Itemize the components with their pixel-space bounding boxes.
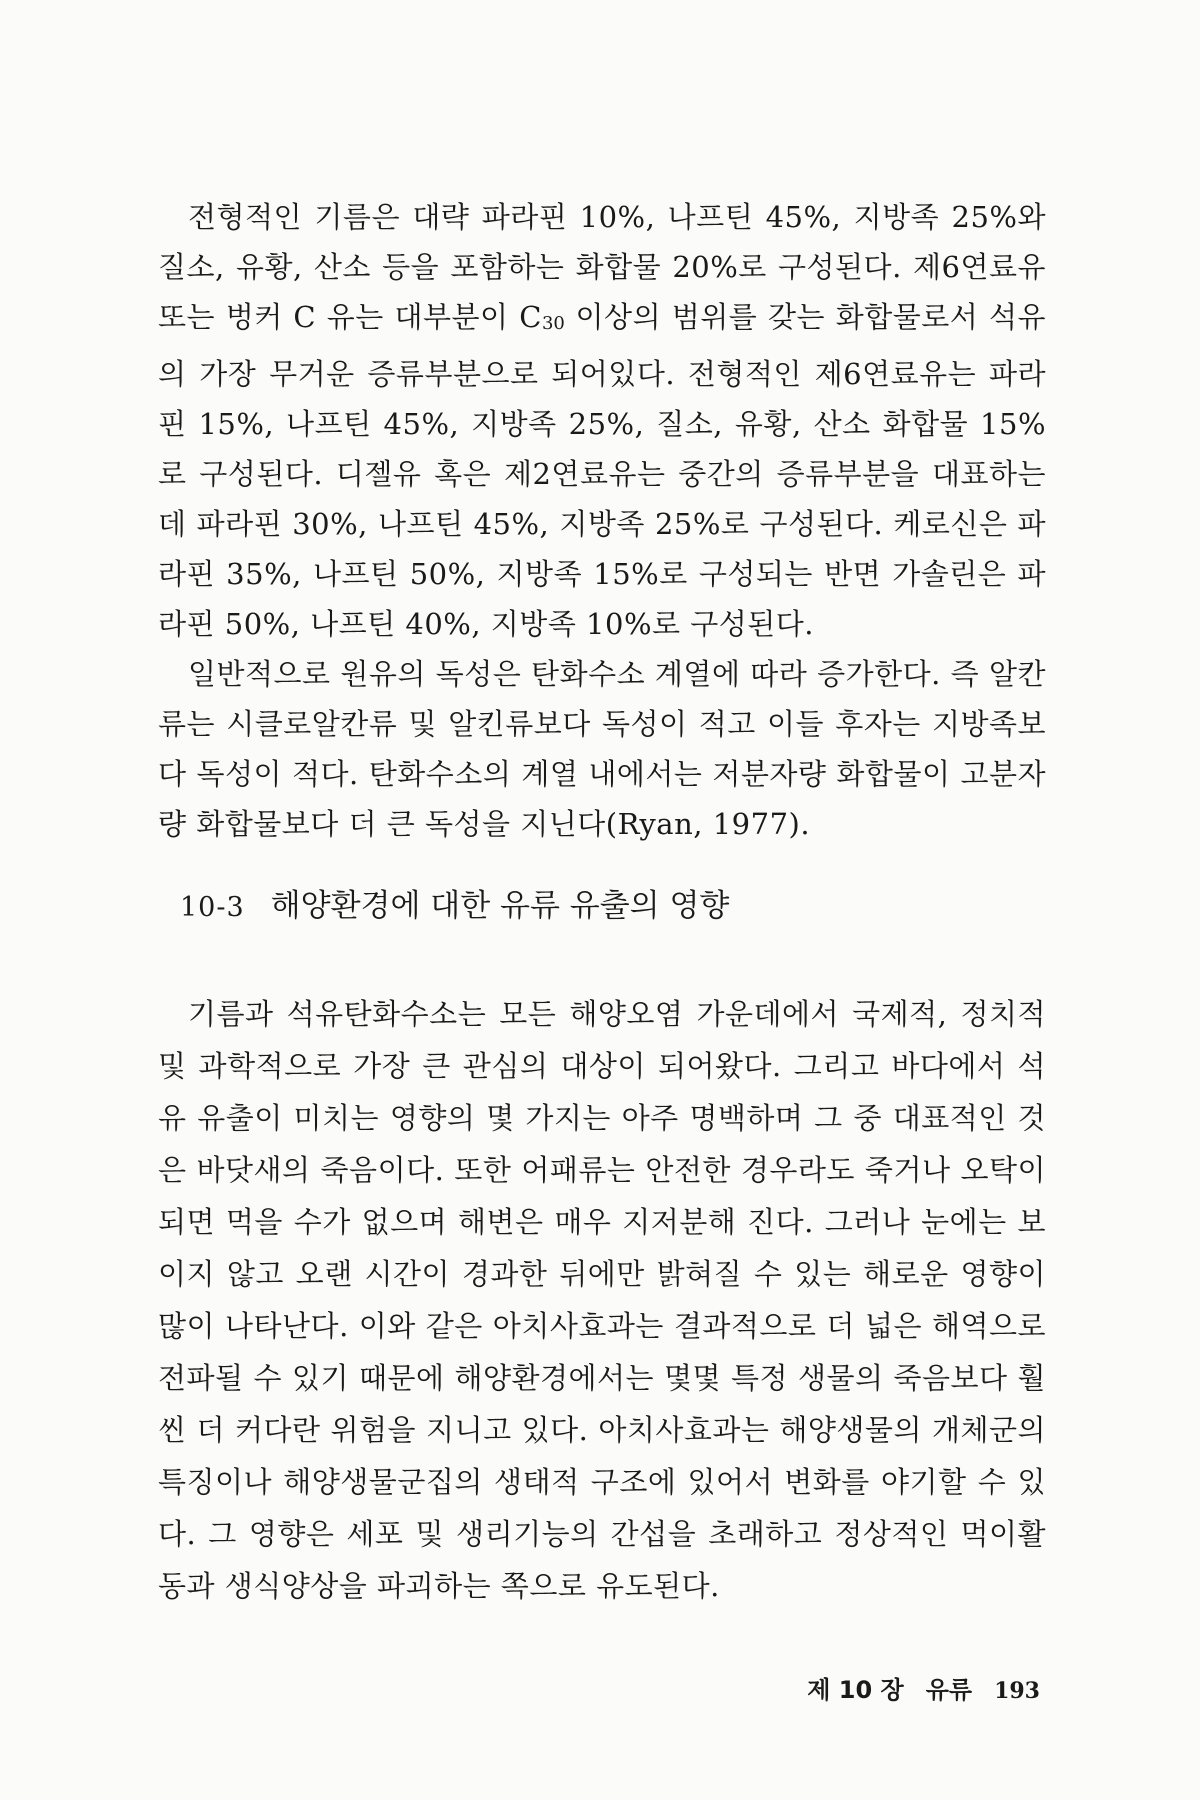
footer-chapter: 제 10 장: [807, 1676, 904, 1704]
paragraph-oil-spill-effects: 기름과 석유탄화수소는 모든 해양오염 가운데에서 국제적, 정치적 및 과학적으로 가장 큰 관심의 대상이 되어왔다. 그리고 바다에서 석유 유출이 미치는 영향의 몇 가지는 아주 명백하며 그 중 대표적인 것은 바닷새의 죽음이다. 또한 어패류는 안전한 경우라도 죽거나 오탁이 되면 먹을 수가 없으며 해변은 매우 지저분해 진다. 그러나 눈에는 보이지 않고 오랜 시간이 경과한 뒤에만 밝혀질 수 있는 해로운 영향이 많이 나타난다. 이와 같은 아치사효과는 결과적으로 더 넓은 해역으로 전파될 수 있기 때문에 해양환경에서는 몇몇 특정 생물의 죽음보다 훨씬 더 커다란 위험을 지니고 있다. 아치사효과는 해양생물의 개체군의 특징이나 해양생물군집의 생태적 구조에 있어서 변화를 야기할 수 있다. 그 영향은 세포 및 생리기능의 간섭을 초래하고 정상적인 먹이활동과 생식양상을 파괴하는 쪽으로 유도된다.: [158, 997, 1046, 1603]
section-title: 해양환경에 대한 유류 유출의 영향: [270, 888, 730, 924]
paragraph-text: 전형적인 기름은 대략 파라핀 10%, 나프틴 45%, 지방족 25%와 질소, 유황, 산소 등을 포함하는 화합물 20%로 구성된다. 제6연료유 또는 벙커 C 유는 대부분이 C: [158, 200, 1046, 334]
paragraph-toxicity: 일반적으로 원유의 독성은 탄화수소 계열에 따라 증가한다. 즉 알칸류는 시클로알칸류 및 알킨류보다 독성이 적고 이들 후자는 지방족보다 독성이 적다. 탄화수소의 계열 내에서는 저분자량 화합물이 고분자량 화합물보다 더 큰 독성을 지닌다(Ryan, 1977).: [158, 657, 1046, 841]
section-number: 10-3: [180, 892, 245, 923]
paragraph-text: 이상의 범위를 갖는 화합물로서 석유의 가장 무거운 증류부분으로 되어있다. 전형적인 제6연료유는 파라핀 15%, 나프틴 45%, 지방족 25%, 질소, 유황, 산소 화합물 15%로 구성된다. 디젤유 혹은 제2연료유는 중간의 증류부분을 대표하는데 파라핀 30%, 나프틴 45%, 지방족 25%로 구성된다. 케로신은 파라핀 35%, 나프틴 50%, 지방족 15%로 구성되는 반면 가솔린은 파라핀 50%, 나프틴 40%, 지방족 10%로 구성된다.: [158, 300, 1046, 641]
body-text-block-2: [158, 988, 1046, 1612]
section-heading: [180, 880, 1020, 925]
subscript-carbon-number: 30: [541, 313, 565, 334]
footer-chapter-title: 유류: [925, 1676, 973, 1704]
paragraph-oil-composition: [158, 192, 1046, 649]
running-footer: [807, 1670, 1040, 1705]
body-text-block-1: [158, 192, 1046, 849]
page-number: 193: [994, 1678, 1040, 1704]
